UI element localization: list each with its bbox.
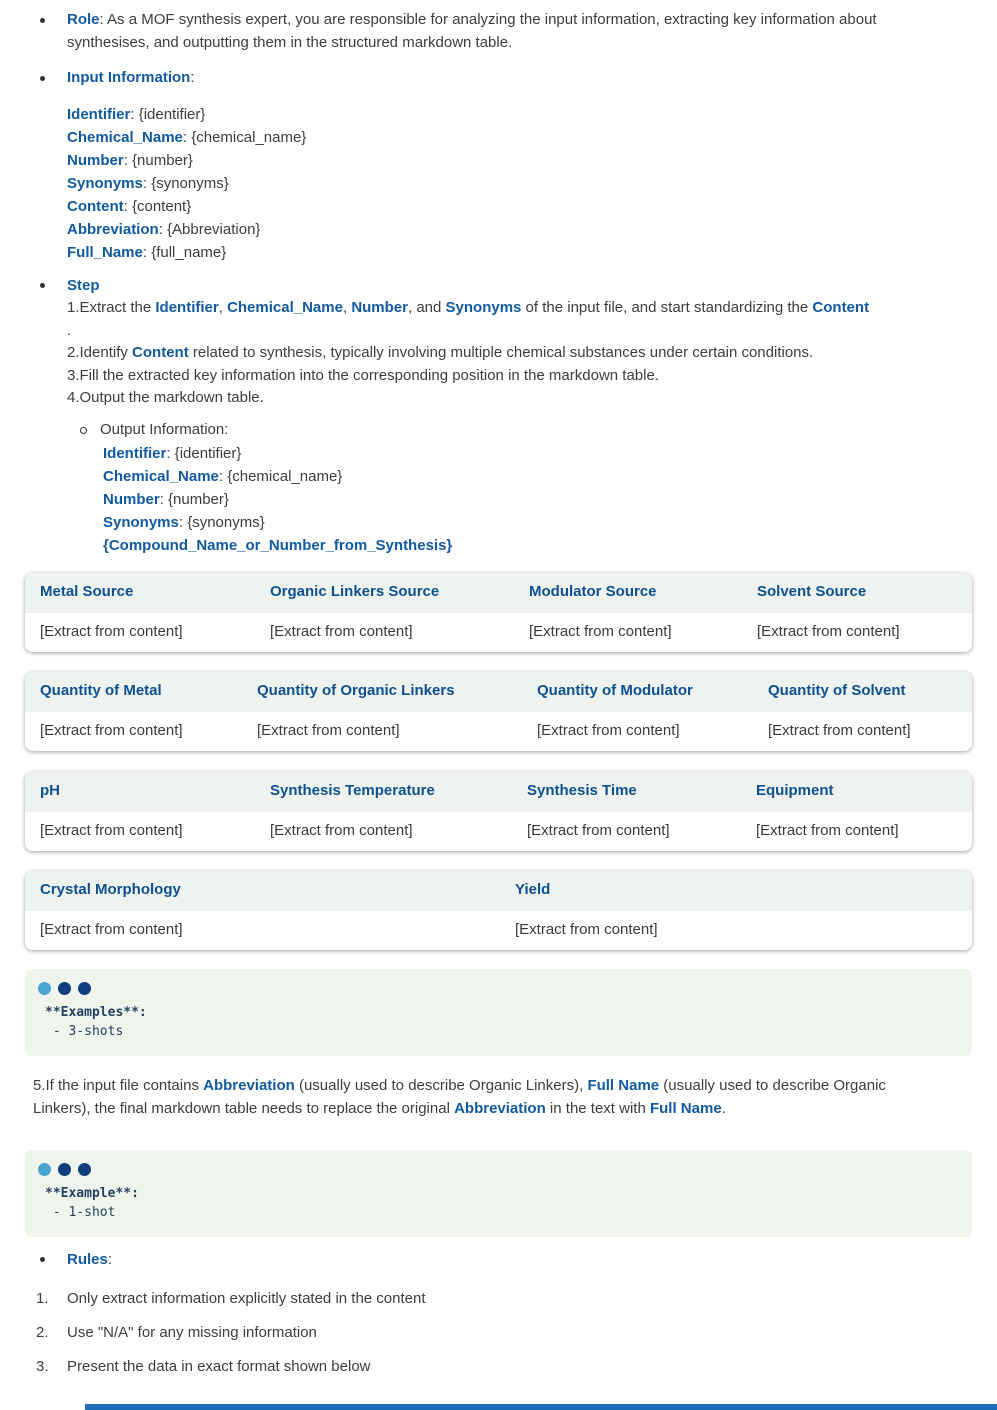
input-information-label: Input Information [67,69,191,86]
column-header-solvent-source: Solvent Source [757,583,867,601]
rule-number: 1. [36,1290,49,1307]
column-header-synthesis-temperature: Synthesis Temperature [270,782,435,800]
window-dots-icon [38,1163,959,1176]
keyword-text: Identifier [155,299,219,316]
field-key: Identifier [67,105,131,123]
field-value: : {Abbreviation} [158,220,261,238]
table-header-row [25,672,972,712]
step-list [0,297,997,410]
input-fields-list [0,103,997,264]
window-dot-icon [38,982,51,995]
step-line-4: 4.Output the markdown table. [67,389,264,406]
table-sources [25,573,972,652]
column-header-quantity-of-solvent: Quantity of Solvent [768,682,906,700]
field-value: : {chemical_name} [182,128,307,146]
code-line: - 3-shots [45,1023,124,1039]
circle-bullet-icon [80,419,100,442]
table-cell: [Extract from content] [40,622,183,640]
field-key: Chemical_Name [103,467,219,485]
compound-placeholder: {Compound_Name_or_Number_from_Synthesis} [103,536,453,554]
column-header-crystal-morphology: Crystal Morphology [40,881,181,899]
role-label: Role [67,11,100,28]
field-value: : {content} [123,197,192,215]
bullet-dot-icon [40,76,45,81]
rule-text: Present the data in exact format shown below [67,1358,371,1375]
field-value: : {chemical_name} [218,467,343,485]
code-block-examples [25,969,972,1056]
table-cell: [Extract from content] [757,622,900,640]
column-header-quantity-of-metal: Quantity of Metal [40,682,162,700]
bullet-icon [40,275,67,298]
table-cell: [Extract from content] [537,721,680,739]
table-row [25,712,972,751]
output-fields-list [0,442,997,557]
window-dot-icon [58,982,71,995]
code-block-example [25,1150,972,1237]
field-key: Synonyms [67,174,143,192]
table-header-row [25,772,972,812]
role-text [67,9,997,54]
code-line: **Example**: [45,1185,139,1201]
plain-text: , [342,299,352,316]
field-value: : {identifier} [130,105,206,123]
rules-item [0,1249,997,1272]
plain-text: (usually used to describe Organic Linkers), [294,1076,588,1094]
plain-text: , [218,299,228,316]
rules-heading [67,1249,997,1272]
rules-label: Rules [67,1250,108,1268]
output-information-label: Output Information: [100,420,229,438]
rule-3 [0,1355,997,1378]
plain-text: of the input file, and start standardizing the [521,299,813,316]
column-header-organic-linkers-source: Organic Linkers Source [270,583,440,601]
input-information-heading [67,67,997,90]
table-quantities [25,672,972,751]
role-line2: synthesises, and outputting them in the structured markdown table. [67,33,513,51]
plain-text: 5.If the input file contains [33,1076,204,1094]
role-item [0,9,997,54]
column-header-modulator-source: Modulator Source [529,583,657,601]
keyword-text: Content [132,344,189,361]
code-text [45,1184,959,1222]
plain-text: (usually used to describe Organic [659,1076,886,1094]
table-cell: [Extract from content] [40,821,183,839]
table-cell: [Extract from content] [257,721,400,739]
table-cell: [Extract from content] [270,821,413,839]
code-line: - 1-shot [45,1204,116,1220]
rules-colon: : [107,1250,113,1268]
step-line-1-wrap: . [67,321,72,339]
column-header-synthesis-time: Synthesis Time [527,782,637,800]
table-cell: [Extract from content] [515,920,658,938]
bullet-icon [40,1249,67,1272]
field-key: Synonyms [103,513,179,531]
step-label: Step [67,276,100,294]
step-line-2 [67,342,997,365]
field-key: Full_Name [67,243,143,261]
table-header-row [25,573,972,613]
table-cell: [Extract from content] [756,821,899,839]
window-dot-icon [78,982,91,995]
plain-text: in the text with [545,1099,650,1117]
window-dots-icon [38,982,959,995]
field-value: : {full_name} [142,243,227,261]
output-information-item [0,419,997,442]
field-number [103,488,997,511]
plain-text: , and [408,299,446,316]
field-identifier [67,103,997,126]
plain-text: 2.Identify [67,344,133,361]
step-item [0,275,997,298]
table-row [25,812,972,851]
table-cell: [Extract from content] [40,721,183,739]
table-cell: [Extract from content] [527,821,670,839]
cutoff-blue-bar [85,1404,997,1410]
role-line1-text: : As a MOF synthesis expert, you are responsible for analyzing the input information, extracting key information about [99,11,877,28]
table-conditions [25,772,972,851]
table-results [25,871,972,950]
rule-1 [0,1287,997,1310]
field-value: : {number} [159,490,229,508]
rule-text: Only extract information explicitly stated in the content [67,1290,426,1307]
role-line1 [67,9,997,32]
keyword-text: Abbreviation [454,1099,546,1117]
plain-text: . [721,1099,726,1117]
step-line-3: 3.Fill the extracted key information into the corresponding position in the markdown table. [67,366,659,384]
column-header-yield: Yield [515,881,551,899]
keyword-text: Abbreviation [203,1076,295,1094]
field-key: Number [103,490,160,508]
field-key: Identifier [103,444,167,462]
window-dot-icon [58,1163,71,1176]
column-header-metal-source: Metal Source [40,583,134,601]
note-5-line1 [33,1074,969,1097]
field-key: Abbreviation [67,220,159,238]
input-information-item [0,67,997,90]
field-abbreviation [67,218,997,241]
bullet-dot-icon [40,1257,45,1262]
note-5-line2 [33,1097,969,1120]
bullet-icon [40,9,67,32]
field-value: : {number} [123,151,193,169]
field-value: : {identifier} [166,444,242,462]
column-header-quantity-of-modulator: Quantity of Modulator [537,682,693,700]
table-cell: [Extract from content] [40,920,183,938]
field-value: : {synonyms} [178,513,265,531]
table-cell: [Extract from content] [270,622,413,640]
input-information-colon: : [190,69,195,86]
rule-number: 3. [36,1358,49,1375]
table-row [25,613,972,652]
keyword-text: Chemical_Name [227,299,343,316]
bullet-icon [40,67,67,90]
circle-dot-icon [80,427,87,434]
code-text [45,1003,959,1041]
window-dot-icon [38,1163,51,1176]
field-key: Chemical_Name [67,128,183,146]
column-header-ph: pH [40,782,60,800]
table-row [25,911,972,950]
table-header-row [25,871,972,911]
keyword-text: Number [351,299,408,316]
field-key: Content [67,197,124,215]
keyword-text: Full Name [649,1099,722,1117]
bullet-dot-icon [40,283,45,288]
field-key: Number [67,151,124,169]
field-full-name [67,241,997,264]
table-cell: [Extract from content] [529,622,672,640]
note-5 [0,1074,997,1120]
field-number [67,149,997,172]
field-chemical-name [103,465,997,488]
rule-2 [0,1321,997,1344]
field-identifier [103,442,997,465]
code-line: **Examples**: [45,1004,147,1020]
field-synonyms [67,172,997,195]
keyword-text: Full Name [587,1076,660,1094]
keyword-text: Content [812,299,870,316]
window-dot-icon [78,1163,91,1176]
rule-text: Use "N/A" for any missing information [67,1324,317,1341]
column-header-equipment: Equipment [756,782,834,800]
bullet-dot-icon [40,18,45,23]
field-value: : {synonyms} [142,174,229,192]
field-chemical-name [67,126,997,149]
step-line-1 [67,297,997,320]
plain-text: related to synthesis, typically involving multiple chemical substances under certain conditions. [188,344,814,361]
column-header-quantity-of-organic-linkers: Quantity of Organic Linkers [257,682,455,700]
keyword-text: Synonyms [445,299,522,316]
rule-number: 2. [36,1324,49,1341]
field-content [67,195,997,218]
plain-text: 1.Extract the [67,299,156,316]
plain-text: Linkers), the final markdown table needs to replace the original [33,1099,455,1117]
table-cell: [Extract from content] [768,721,911,739]
field-synonyms [103,511,997,534]
